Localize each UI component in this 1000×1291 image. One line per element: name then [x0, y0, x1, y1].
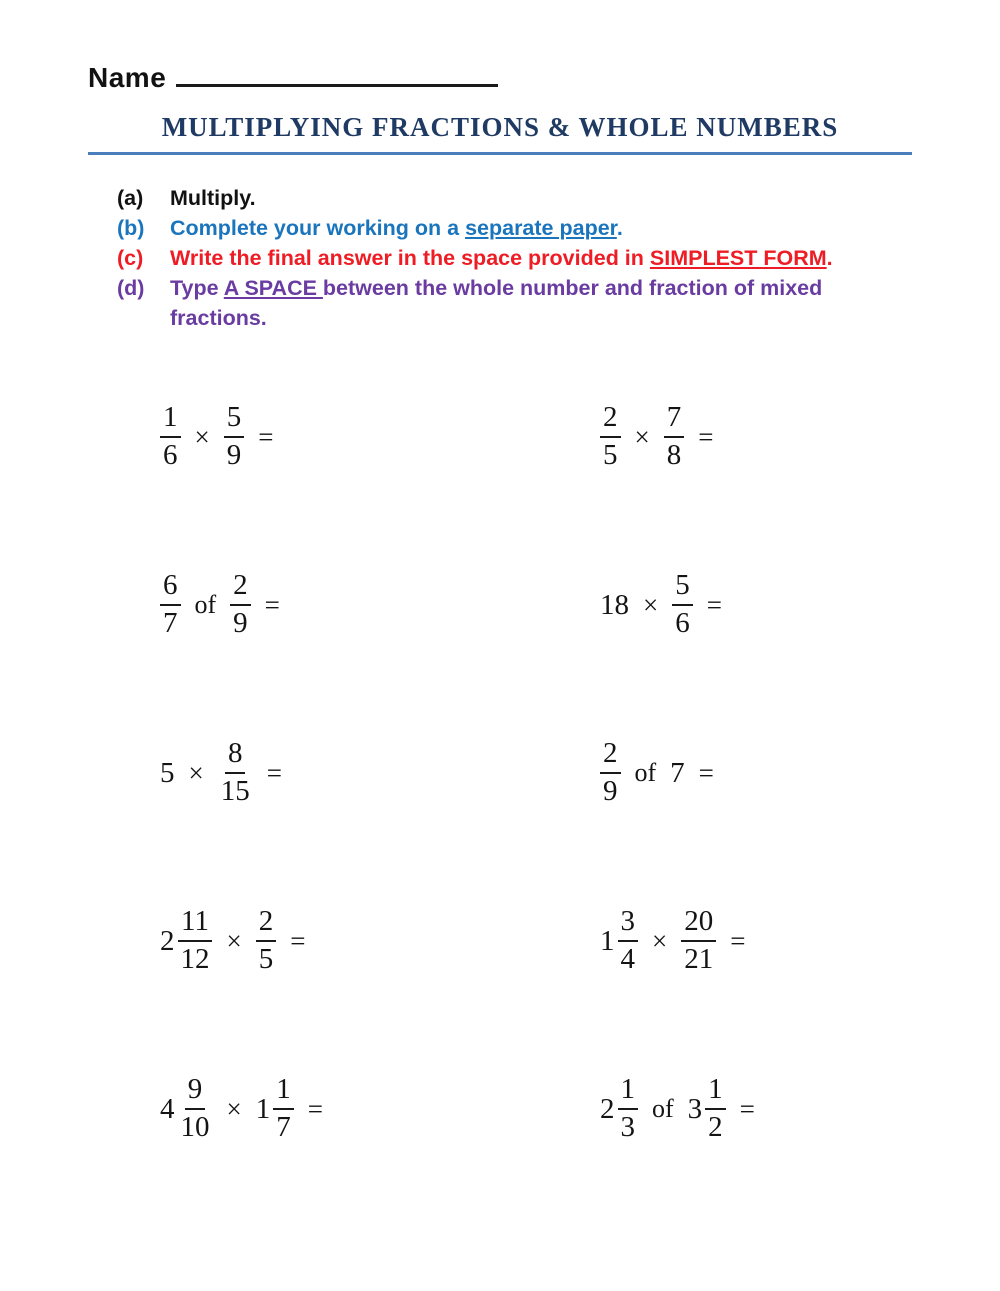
of-operator: of: [652, 1094, 674, 1123]
name-row: [88, 52, 498, 94]
numerator: 1: [618, 1075, 639, 1110]
instruction-segment: Complete your working on a: [170, 216, 466, 240]
fraction: [600, 739, 621, 806]
whole-number: 5: [160, 756, 175, 789]
denominator: 4: [620, 943, 635, 975]
numerator: 2: [600, 403, 621, 438]
equals-sign: =: [264, 589, 280, 620]
problem-7: [160, 907, 600, 974]
equals-sign: =: [266, 757, 282, 788]
instruction-label: (a): [117, 186, 144, 210]
denominator: 9: [233, 607, 248, 639]
equals-sign: =: [307, 1093, 323, 1124]
problem-2: [600, 403, 940, 470]
whole-number: 18: [600, 588, 629, 621]
whole-number: 4: [160, 1092, 175, 1125]
equals-sign: =: [706, 589, 722, 620]
problem-6: [600, 739, 940, 806]
multiply-sign: ×: [643, 589, 659, 620]
fraction: [160, 571, 181, 638]
denominator: 5: [258, 943, 274, 975]
name-label: Name: [88, 62, 167, 93]
denominator: 7: [163, 607, 178, 639]
problem-5: [160, 739, 600, 806]
fraction: [273, 1075, 294, 1142]
denominator: 6: [163, 439, 178, 471]
fraction: [672, 571, 693, 638]
instruction-label: (c): [117, 246, 144, 270]
instruction-segment: separate paper: [465, 216, 617, 240]
numerator: 7: [664, 403, 685, 438]
numerator: 1: [160, 403, 181, 438]
instruction-segment: SIMPLEST FORM: [649, 246, 827, 270]
fraction: [160, 403, 181, 470]
instruction-text: [170, 273, 892, 333]
instruction-a: [117, 183, 907, 213]
instruction-label: (d): [117, 276, 145, 300]
worksheet-title: MULTIPLYING FRACTIONS & WHOLE NUMBERS: [161, 112, 839, 142]
equals-sign: =: [698, 757, 714, 788]
multiply-sign: ×: [652, 925, 668, 956]
denominator: 8: [666, 439, 682, 471]
numerator: 9: [185, 1075, 206, 1110]
fraction: [230, 571, 251, 638]
instruction-segment: Multiply.: [170, 186, 256, 210]
instruction-d: [117, 273, 907, 333]
denominator: 6: [675, 607, 690, 639]
instruction-text: [170, 213, 892, 243]
instructions: [117, 183, 907, 333]
equals-sign: =: [290, 925, 306, 956]
instruction-b: [117, 213, 907, 243]
denominator: 3: [620, 1111, 635, 1143]
fraction: [618, 1075, 639, 1142]
multiply-sign: ×: [194, 421, 210, 452]
numerator: 11: [178, 907, 212, 942]
whole-number: 1: [255, 1092, 271, 1125]
name-blank-line[interactable]: [176, 52, 498, 87]
problem-1: [160, 403, 600, 470]
numerator: 2: [230, 571, 251, 606]
numerator: 5: [672, 571, 693, 606]
whole-number: 2: [160, 924, 175, 957]
instruction-segment: .: [616, 216, 623, 240]
numerator: 8: [225, 739, 246, 774]
equals-sign: =: [730, 925, 746, 956]
fraction: [664, 403, 685, 470]
denominator: 12: [180, 943, 210, 975]
instruction-segment: Type: [170, 276, 224, 300]
of-operator: of: [634, 758, 657, 787]
mixed-number: [688, 1075, 726, 1142]
numerator: 6: [160, 571, 181, 606]
instruction-segment: .: [826, 246, 833, 270]
multiply-sign: ×: [226, 925, 242, 956]
numerator: 2: [256, 907, 277, 942]
problem-8: [600, 907, 940, 974]
denominator: 9: [226, 439, 242, 471]
whole-number: 7: [670, 756, 685, 789]
fraction: [178, 907, 213, 974]
equals-sign: =: [739, 1093, 755, 1124]
title-divider: [88, 152, 912, 155]
multiply-sign: ×: [226, 1093, 242, 1124]
numerator: 20: [681, 907, 716, 942]
numerator: 1: [273, 1075, 294, 1110]
problem-9: [160, 1075, 600, 1142]
instruction-segment: A SPACE: [223, 276, 323, 300]
denominator: 2: [708, 1111, 723, 1143]
fraction: [681, 907, 716, 974]
multiply-sign: ×: [634, 421, 650, 452]
denominator: 9: [603, 775, 618, 807]
instruction-text: [170, 243, 892, 273]
mixed-number: [600, 1075, 638, 1142]
instruction-text: [170, 183, 892, 213]
mixed-number: [256, 1075, 294, 1142]
fraction: [256, 907, 277, 974]
instruction-c: [117, 243, 907, 273]
mixed-number: [160, 907, 213, 974]
mixed-number: [160, 1075, 213, 1142]
equals-sign: =: [258, 421, 274, 452]
problems-grid: [160, 353, 940, 1193]
multiply-sign: ×: [188, 757, 204, 788]
instruction-segment: Write the final answer in the space provided in: [170, 246, 650, 270]
numerator: 2: [600, 739, 621, 774]
whole-number: 2: [600, 1092, 615, 1125]
fraction: [178, 1075, 213, 1142]
numerator: 5: [224, 403, 245, 438]
instruction-label: (b): [117, 216, 145, 240]
equals-sign: =: [698, 421, 714, 452]
denominator: 5: [603, 439, 618, 471]
denominator: 10: [180, 1111, 210, 1143]
of-operator: of: [194, 590, 217, 619]
denominator: 7: [276, 1111, 291, 1143]
numerator: 1: [705, 1075, 726, 1110]
whole-number: 3: [687, 1092, 703, 1125]
fraction: [600, 403, 621, 470]
denominator: 15: [220, 775, 250, 807]
numerator: 3: [618, 907, 639, 942]
problem-10: [600, 1075, 940, 1142]
problem-4: [600, 571, 940, 638]
fraction: [224, 403, 245, 470]
fraction: [705, 1075, 726, 1142]
instruction-segment: between the whole number and fraction of mixed fractions.: [170, 276, 823, 330]
problem-3: [160, 571, 600, 638]
fraction: [218, 739, 253, 806]
mixed-number: [600, 907, 638, 974]
denominator: 21: [684, 943, 714, 975]
whole-number: 1: [600, 924, 615, 957]
fraction: [618, 907, 639, 974]
